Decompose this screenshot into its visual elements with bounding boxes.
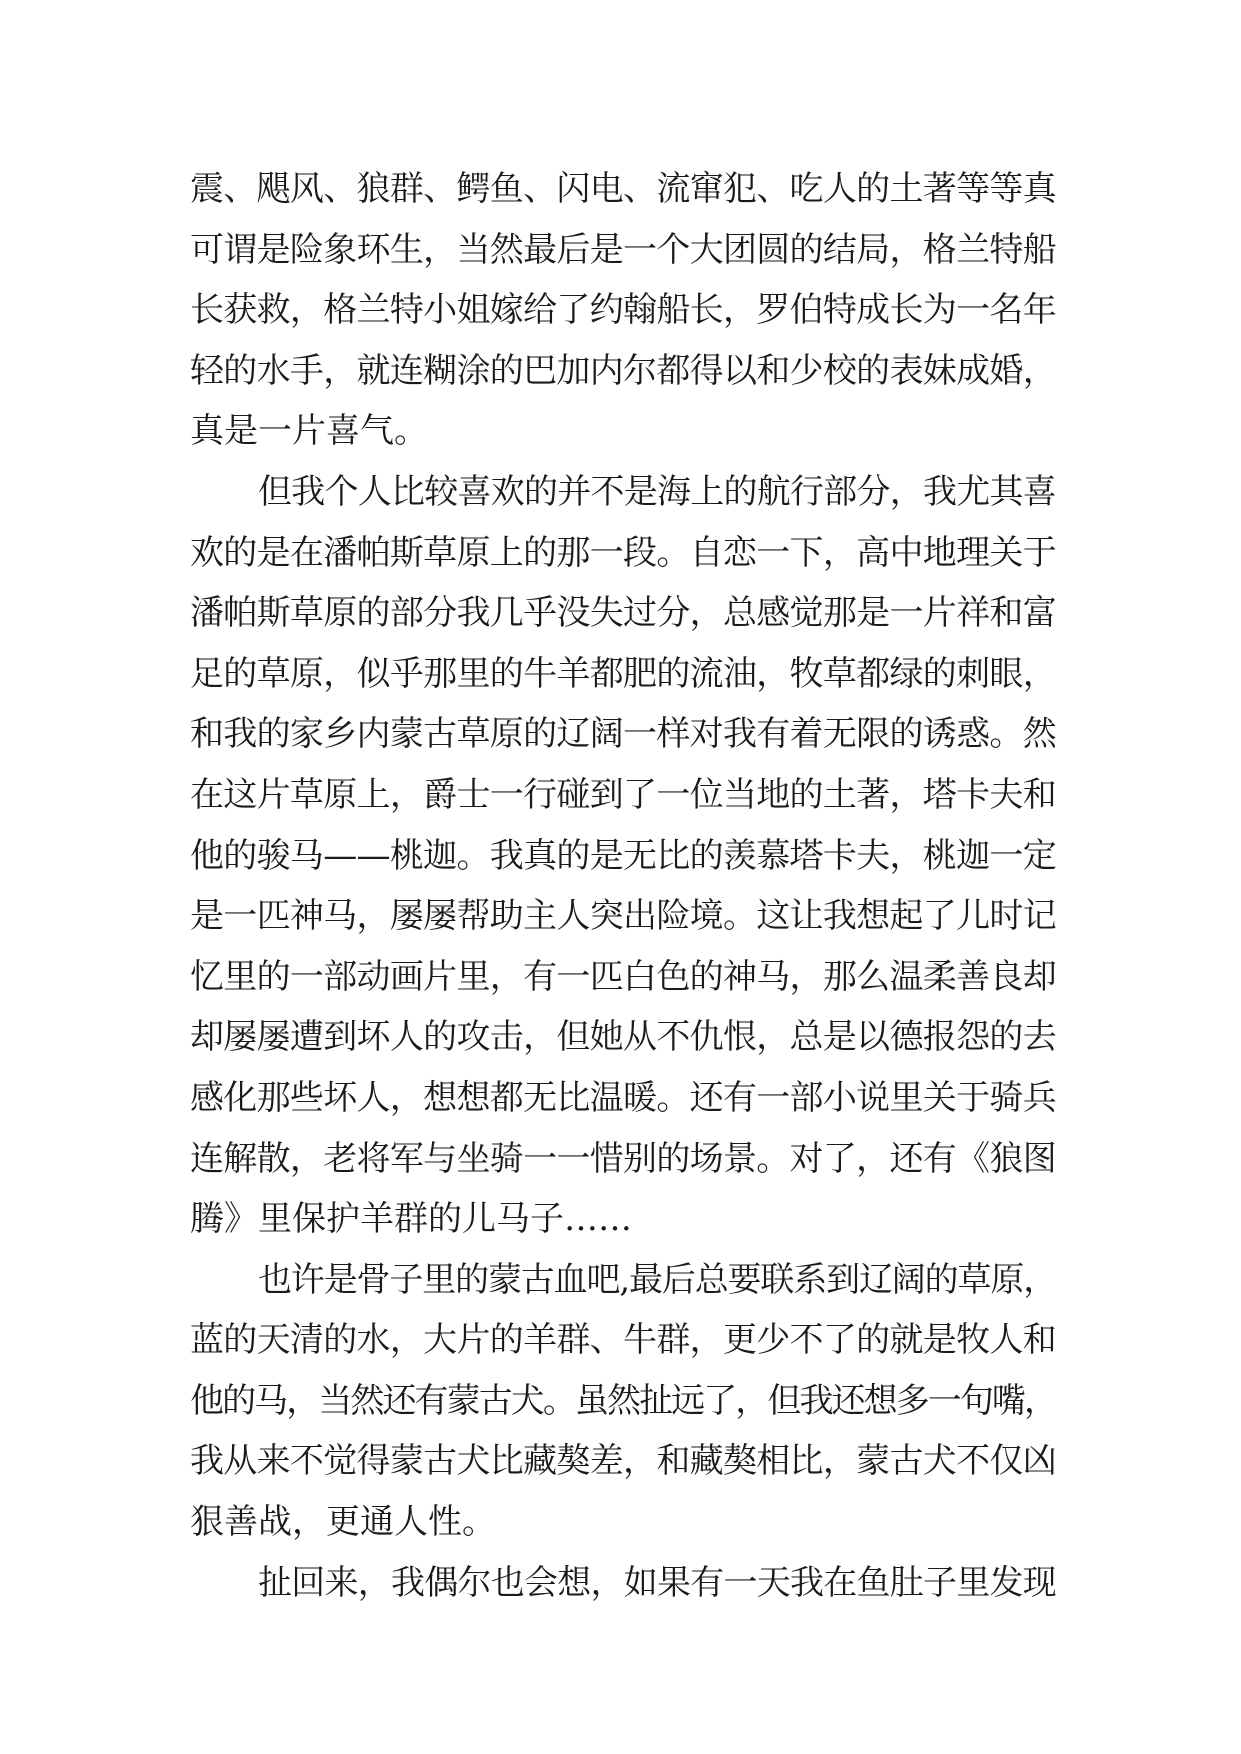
text-line: 腾》里保护羊群的儿马子…… bbox=[190, 1199, 632, 1240]
text-line: 忆里的一部动画片里，有一匹白色的神马，那么温柔善良却 bbox=[190, 956, 1056, 997]
text-line: 我从来不觉得蒙古犬比藏獒差，和藏獒相比，蒙古犬不仅凶 bbox=[190, 1441, 1056, 1482]
text-line: 欢的是在潘帕斯草原上的那一段。自恋一下，高中地理关于 bbox=[190, 532, 1056, 573]
paragraph-first-line: 扯回来，我偶尔也会想，如果有一天我在鱼肚子里发现 bbox=[258, 1562, 1056, 1603]
text-line: 他的骏马——桃迦。我真的是无比的羡慕塔卡夫，桃迦一定 bbox=[190, 835, 1056, 876]
text-line: 连解散，老将军与坐骑一一惜别的场景。对了，还有《狼图 bbox=[190, 1138, 1056, 1179]
text-line: 轻的水手，就连糊涂的巴加内尔都得以和少校的表妹成婚， bbox=[190, 350, 1056, 391]
text-line: 却屡屡遭到坏人的攻击，但她从不仇恨，总是以德报怨的去 bbox=[190, 1017, 1056, 1058]
paragraph-first-line: 但我个人比较喜欢的并不是海上的航行部分，我尤其喜 bbox=[258, 471, 1056, 512]
text-line: 狠善战，更通人性。 bbox=[190, 1502, 496, 1543]
text-line: 震、飓风、狼群、鳄鱼、闪电、流窜犯、吃人的土著等等真 bbox=[190, 169, 1056, 209]
text-line: 他的马，当然还有蒙古犬。虽然扯远了，但我还想多一句嘴， bbox=[190, 1380, 1056, 1421]
body-text bbox=[190, 159, 1056, 1613]
paragraph-first-line: 也许是骨子里的蒙古血吧,最后总要联系到辽阔的草原， bbox=[258, 1259, 1056, 1300]
text-line: 潘帕斯草原的部分我几乎没失过分，总感觉那是一片祥和富 bbox=[190, 593, 1056, 634]
text-line: 长获救，格兰特小姐嫁给了约翰船长，罗伯特成长为一名年 bbox=[190, 290, 1056, 331]
text-line: 可谓是险象环生，当然最后是一个大团圆的结局，格兰特船 bbox=[190, 229, 1056, 270]
text-line: 感化那些坏人，想想都无比温暖。还有一部小说里关于骑兵 bbox=[190, 1077, 1056, 1118]
text-line: 和我的家乡内蒙古草原的辽阔一样对我有着无限的诱惑。然 bbox=[190, 714, 1056, 755]
text-line: 蓝的天清的水，大片的羊群、牛群，更少不了的就是牧人和 bbox=[190, 1320, 1056, 1361]
text-line: 足的草原，似乎那里的牛羊都肥的流油，牧草都绿的刺眼， bbox=[190, 653, 1056, 694]
text-line: 真是一片喜气。 bbox=[190, 411, 428, 452]
text-line: 在这片草原上，爵士一行碰到了一位当地的土著，塔卡夫和 bbox=[190, 774, 1056, 815]
text-line: 是一匹神马，屡屡帮助主人突出险境。这让我想起了儿时记 bbox=[190, 896, 1056, 937]
